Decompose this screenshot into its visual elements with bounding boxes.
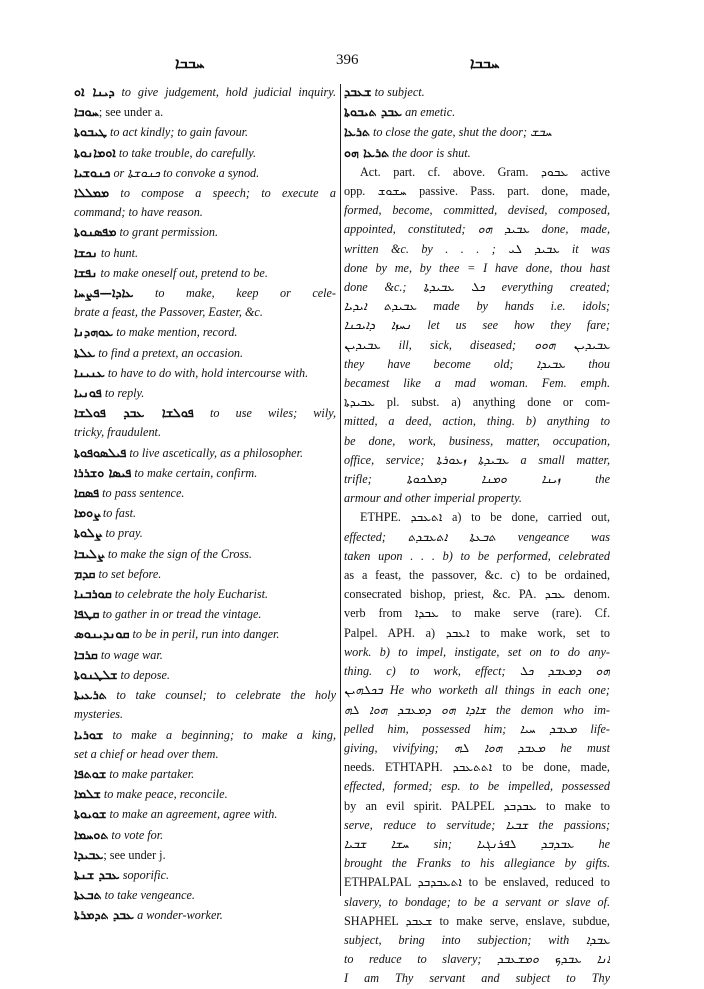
syriac-headword: ܩܕܡ xyxy=(74,565,96,581)
gloss-text: as a feast, the passover, &c. c) to be ordained, xyxy=(344,568,610,583)
gloss-text: to find a pretext, an occasion. xyxy=(95,345,244,360)
entry-line xyxy=(344,585,610,604)
entry-line xyxy=(74,343,336,363)
syriac-headword: ܥܐܕܐ—ܦܨܚܐ xyxy=(74,285,134,301)
gloss-text: ܥܒܝܕܝܢ ill, sick, diseased; ܥܒܝܕܝܢ ܗܘܘ xyxy=(344,337,610,352)
entry-line xyxy=(344,412,610,431)
gloss-text: to take counsel; to celebrate the holy xyxy=(106,688,336,703)
gloss-text: to make the sign of the Cross. xyxy=(104,546,252,561)
entry-line xyxy=(74,222,336,242)
entry-line xyxy=(74,403,336,423)
gloss-text: Palpel. APH. a) ܐܥܒܕ to make work, set to xyxy=(344,625,610,640)
syriac-headword: ܫܘܬܦܐ xyxy=(74,765,107,781)
gloss-text: to use wiles; wily, xyxy=(193,406,336,421)
entry-line xyxy=(344,662,610,681)
entry-line xyxy=(74,383,336,403)
entry-line xyxy=(344,566,610,585)
syriac-headword: ܥܠܬܐ xyxy=(74,344,96,360)
syriac-headword: ܡܦܣܢܘܬܐ xyxy=(74,224,117,240)
syriac-headword: ܬܒܥܬܐ xyxy=(74,887,102,903)
gloss-text: be done, work, business, matter, occupation, xyxy=(344,433,610,448)
entry-line xyxy=(344,701,610,720)
entry-line xyxy=(344,432,610,451)
entry-line xyxy=(344,82,610,102)
gloss-text: to grant permission. xyxy=(116,225,219,240)
entry-line xyxy=(74,303,336,322)
gloss-text: ETHPE. ܐܬܥܒܕ a) to be done, carried out, xyxy=(360,510,610,525)
entry-line xyxy=(344,931,610,950)
entry-line xyxy=(74,283,336,303)
entry-line xyxy=(74,263,336,283)
gloss-text: ܚܫܐ ܫܒܝܐ sin; ܥܒܕܒܕ ܠܦܪܢܓܝܐ he xyxy=(344,836,610,851)
gloss-text: to make, keep or cele- xyxy=(133,286,336,301)
syriac-headword: ܥܒܕ ܫܢܬܐ xyxy=(74,866,120,882)
entry-line xyxy=(74,584,336,604)
entry-line xyxy=(74,363,336,383)
syriac-headword: ܬܪܥܐ xyxy=(344,124,370,140)
entry-line xyxy=(74,163,336,183)
gloss-text: to pray. xyxy=(102,526,143,541)
gloss-text: giving, vivifying; ܡܥܒܕ ܗܘܐ ܠܗ he must xyxy=(344,740,610,755)
entry-line xyxy=(74,243,336,263)
header-right-word: ܚܒܒܐ xyxy=(470,54,500,72)
entry-line xyxy=(344,528,610,547)
syriac-headword: ܦܝܣܐ ܘܫܪܪܐ xyxy=(74,464,132,480)
entry-line xyxy=(74,784,336,804)
syriac-headword: ܥܘܗܕܢܐ xyxy=(74,324,114,340)
entry-line xyxy=(74,183,336,203)
gloss-text: office, service; ܥܒܝܕܬܐ ܙܥܘܪܬܐ a small matter, xyxy=(344,452,610,467)
entry-line xyxy=(344,720,610,739)
entry-line xyxy=(344,547,610,566)
entry-line xyxy=(344,201,610,220)
entry-line xyxy=(344,451,610,470)
syriac-headword: ܨܘܡܐ xyxy=(74,505,100,521)
gloss-text: serve, reduce to servitude; ܫܒܝܐ the passions; xyxy=(344,817,610,832)
entry-line xyxy=(344,259,610,278)
entry-line xyxy=(344,508,610,527)
column-divider xyxy=(340,84,341,896)
gloss-text: ܒܟܠܗܝܢ He who worketh all things in each one; xyxy=(344,683,610,698)
gloss-text: they have become old; ܥܒܝܕܐ thou xyxy=(344,356,610,371)
gloss-text: to celebrate the holy Eucharist. xyxy=(111,587,269,602)
gloss-text: ܢܚܙܐ ܕܐܝܟܢܐ let us see how they fare; xyxy=(344,318,610,333)
gloss-text: consecrated bishop, priest, &c. PA. ܥܒܕ denom. xyxy=(344,587,610,602)
gloss-text: the door is shut. xyxy=(389,145,471,160)
syriac-headword: ܥܒܕ ܬܝܒܘܬܐ xyxy=(344,104,403,120)
entry-line xyxy=(344,163,610,182)
gloss-text: to vote for. xyxy=(108,827,164,842)
gloss-text: taken upon . . . b) to be performed, celebrated xyxy=(344,548,610,563)
entry-line xyxy=(74,122,336,142)
gloss-text: to compose a speech; to execute a xyxy=(109,186,336,201)
gloss-text: an emetic. xyxy=(402,105,456,120)
entry-line xyxy=(74,745,336,764)
gloss-text: to make mention, record. xyxy=(113,325,238,340)
gloss-text: formed, become, committed, devised, composed, xyxy=(344,203,610,218)
gloss-text: to hunt. xyxy=(97,245,139,260)
entry-line xyxy=(344,393,610,412)
syriac-headword: ܫܠܡܐ xyxy=(74,786,101,802)
gloss-text: to set before. xyxy=(95,566,162,581)
entry-line xyxy=(344,297,610,316)
entry-line xyxy=(344,374,610,393)
entry-line xyxy=(344,912,610,931)
gloss-text: to act kindly; to gain favour. xyxy=(106,125,249,140)
entry-line xyxy=(344,643,610,662)
gloss-text: a wonder-worker. xyxy=(134,908,223,923)
syriac-headword: ܬܪܥܐ ܗܘ xyxy=(344,144,390,160)
entry-line xyxy=(74,845,336,865)
gloss-text: to reply. xyxy=(101,386,145,401)
entry-line xyxy=(344,489,610,508)
gloss-text: tricky, fraudulent. xyxy=(74,425,161,440)
syriac-headword: ܚܘܒܐ xyxy=(74,104,99,120)
page-number: 396 xyxy=(336,52,359,68)
syriac-headword: ܬܘܚܡܐ xyxy=(74,826,109,842)
gloss-text: brate a feast, the Passover, Easter, &c. xyxy=(74,305,263,320)
syriac-headword: ܫܘܪܝܐ xyxy=(74,726,104,742)
gloss-text: or ܟܢܘܫܬܐ to convoke a synod. xyxy=(110,165,260,180)
entry-line xyxy=(344,835,610,854)
gloss-text: ܥܒܝܕܬܐ pl. subst. a) anything done or com- xyxy=(344,395,610,410)
gloss-text: slavery, to bondage; to be a servant or slave of. xyxy=(344,894,610,909)
gloss-text: ; see under a. xyxy=(98,105,164,120)
entry-line xyxy=(74,503,336,523)
gloss-text: done &c.; ܟܠ ܥܒܝܕܬܐ everything created; xyxy=(344,280,610,295)
gloss-text: appointed, constituted; ܥܒܝܕ ܗܘ done, made, xyxy=(344,222,610,237)
entry-line xyxy=(344,143,610,163)
entry-line xyxy=(344,122,610,142)
header-left-word: ܚܒܒܐ xyxy=(175,54,205,72)
entry-line xyxy=(344,336,610,355)
gloss-text: pelled him, possessed him; ܡܥܒܕ ܚܝܐ life- xyxy=(344,721,610,736)
gloss-text: written &c. by . . . ; ܥܒܝܕ ܠܝ it was xyxy=(344,241,610,256)
syriac-headword: ܢܦܫܐ xyxy=(74,264,98,280)
gloss-text: to have to do with, hold intercourse with. xyxy=(104,365,309,380)
entry-line xyxy=(74,102,336,122)
gloss-text: done by me, by thee = I have done, thou hast xyxy=(344,260,610,275)
syriac-headword: ܟܢܘܫܝܐ xyxy=(74,164,111,180)
syriac-headword: ܦܘܠܫܐ ܥܒܕ ܦܘܠܫܐ xyxy=(74,405,194,421)
right-column xyxy=(344,82,610,989)
entry-line xyxy=(74,523,336,543)
syriac-headword: ܩܛܦܐ xyxy=(74,606,100,622)
left-column xyxy=(74,82,336,926)
entry-line xyxy=(344,797,610,816)
entry-line xyxy=(344,470,610,489)
entry-line xyxy=(74,564,336,584)
syriac-headword: ܩܘܪܒܢܐ xyxy=(74,586,112,602)
gloss-text: to gather in or tread the vintage. xyxy=(99,607,262,622)
gloss-text: ܥܒܝܕܬ ܐܝܕܝܐ made by hands i.e. idols; xyxy=(344,299,610,314)
gloss-text: ETHPALPAL ܐܬܥܒܕܒܕ to be enslaved, reduced to xyxy=(344,875,610,890)
entry-line xyxy=(74,685,336,705)
gloss-text: set a chief or head over them. xyxy=(74,746,219,761)
gloss-text: ; see under j. xyxy=(103,847,166,862)
entry-line xyxy=(74,865,336,885)
entry-line xyxy=(74,203,336,222)
entry-line xyxy=(344,240,610,259)
entry-line xyxy=(74,322,336,342)
entry-line xyxy=(74,463,336,483)
entry-line xyxy=(344,102,610,122)
gloss-text: effected, formed; esp. to be impelled, possessed xyxy=(344,779,610,794)
syriac-headword: ܩܘܢܕܝܢܘܣ xyxy=(74,626,130,642)
entry-line xyxy=(344,624,610,643)
entry-line xyxy=(74,885,336,905)
entry-line xyxy=(344,777,610,796)
gloss-text: work. b) to impel, instigate, set on to do any- xyxy=(344,644,610,659)
gloss-text: to take trouble, do carefully. xyxy=(115,145,257,160)
entry-line xyxy=(74,624,336,644)
gloss-text: I am Thy servant and subject to Thy xyxy=(344,971,610,986)
syriac-headword: ܩܪܒܐ xyxy=(74,646,98,662)
entry-line xyxy=(74,645,336,665)
gloss-text: to make partaker. xyxy=(106,766,195,781)
entry-line xyxy=(74,544,336,564)
entry-line xyxy=(344,873,610,892)
syriac-headword: ܐܘܡܐܢܘܬܐ xyxy=(74,144,116,160)
entry-line xyxy=(344,278,610,297)
gloss-text: by an evil spirit. PALPEL ܥܒܕܒܕ to make to xyxy=(344,798,610,813)
gloss-text: to live ascetically, as a philosopher. xyxy=(126,445,304,460)
gloss-text: to fast. xyxy=(99,506,137,521)
entry-line xyxy=(74,804,336,824)
gloss-text: verb from ܥܒܕܐ to make serve (rare). Cf. xyxy=(344,606,610,621)
syriac-headword: ܛܝܒܘܬܐ xyxy=(74,124,107,140)
gloss-text: to wage war. xyxy=(97,647,163,662)
entry-line xyxy=(74,725,336,745)
gloss-text: becamest like a mad woman. Fem. emph. xyxy=(344,376,610,391)
gloss-text: to make peace, reconcile. xyxy=(100,787,228,802)
entry-line xyxy=(344,816,610,835)
syriac-headword: ܫܠܛܢܘܬܐ xyxy=(74,666,118,682)
syriac-headword: ܫܘܝܘܬܐ xyxy=(74,806,107,822)
syriac-headword: ܨܠܘܬܐ xyxy=(74,525,103,541)
gloss-text: needs. ETHTAPH. ܐܬܬܥܒܕ to be done, made, xyxy=(344,760,610,775)
syriac-headword: ܦܣܩܐ xyxy=(74,485,100,501)
gloss-text: effected; ܬܒܥܬܐ ܐܬܥܒܕܬ vengeance was xyxy=(344,529,610,544)
entry-line xyxy=(74,604,336,624)
entry-line xyxy=(344,316,610,335)
entry-line xyxy=(344,758,610,777)
entry-line xyxy=(74,705,336,724)
gloss-text: Act. part. cf. above. Gram. ܥܒܘܕ active xyxy=(360,164,610,179)
entry-line xyxy=(74,143,336,163)
entry-line xyxy=(74,82,336,102)
gloss-text: command; to have reason. xyxy=(74,205,203,220)
syriac-headword: ܥܒܕ ܬܕܡܪܬܐ xyxy=(74,907,135,923)
gloss-text: mysteries. xyxy=(74,707,124,722)
entry-line xyxy=(344,854,610,873)
syriac-headword: ܫܥܒܕ xyxy=(344,84,372,99)
entry-line xyxy=(344,681,610,700)
gloss-text: to make certain, confirm. xyxy=(131,465,258,480)
entry-line xyxy=(344,969,610,988)
entry-line xyxy=(344,220,610,239)
entry-line xyxy=(74,905,336,925)
gloss-text: subject, bring into subjection; with ܥܒܕܐ xyxy=(344,932,610,947)
gloss-text: opp. ܚܫܘܫ passive. Pass. part. done, made, xyxy=(344,184,610,199)
gloss-text: to close the gate, shut the door; ܚܒܫ xyxy=(369,125,552,140)
gloss-text: SHAPHEL ܫܥܒܕ to make serve, enslave, subdue, xyxy=(344,913,610,928)
gloss-text: thing. c) to work, effect; ܗܘ ܕܡܥܒܕ ܟܠ xyxy=(344,664,610,679)
gloss-text: armour and other imperial property. xyxy=(344,491,522,506)
entry-line xyxy=(344,893,610,912)
syriac-headword: ܡܡܠܠܐ xyxy=(74,185,110,201)
syriac-headword: ܦܘܢܝܐ xyxy=(74,385,102,401)
entry-line xyxy=(344,950,610,969)
gloss-text: to take vengeance. xyxy=(101,888,195,903)
entry-line xyxy=(344,604,610,623)
gloss-text: to reduce to slavery; ܐܢܐ ܥܒܕܟ ܘܡܫܥܒܕ xyxy=(344,952,610,967)
gloss-text: mitted, a deed, action, thing. b) anything to xyxy=(344,414,610,429)
gloss-text: to make oneself out, pretend to be. xyxy=(97,265,268,280)
syriac-headword: ܥܢܝܢܐ xyxy=(74,364,105,380)
gloss-text: brought the Franks to his allegiance by gifts. xyxy=(344,856,610,871)
syriac-headword: ܦܝܠܣܘܦܘܬܐ xyxy=(74,444,127,460)
entry-line xyxy=(74,443,336,463)
entry-line xyxy=(344,182,610,201)
entry-line xyxy=(344,739,610,758)
gloss-text: trifle; ܙܝܢܐ ܘܡܢܐ ܕܡܠܟܘܬܐ the xyxy=(344,472,610,487)
syriac-headword: ܨܠܝܒܐ xyxy=(74,545,105,561)
gloss-text: to pass sentence. xyxy=(99,486,185,501)
gloss-text: to depose. xyxy=(117,667,170,682)
entry-line xyxy=(344,355,610,374)
gloss-text: to subject. xyxy=(371,85,425,99)
gloss-text: soporific. xyxy=(119,867,170,882)
syriac-headword: ܢܟܫܐ xyxy=(74,244,98,260)
gloss-text: to be in peril, run into danger. xyxy=(129,627,280,642)
entry-line xyxy=(74,764,336,784)
entry-line xyxy=(74,825,336,845)
gloss-text: to give judgement, hold judicial inquiry. xyxy=(114,85,336,99)
running-header xyxy=(0,50,704,74)
entry-line xyxy=(74,423,336,442)
gloss-text: to make a beginning; to make a king, xyxy=(103,727,336,742)
entry-line xyxy=(74,483,336,503)
gloss-text: to make an agreement, agree with. xyxy=(106,807,278,822)
gloss-text: ܫܐܕܐ ܗܘ ܕܡܥܒܕ ܗܘܐ ܠܗ the demon who im- xyxy=(344,702,610,717)
syriac-headword: ܕܝܢܐ ܐܘ xyxy=(74,84,115,99)
syriac-headword: ܥܒܝܕܐ xyxy=(74,846,104,862)
syriac-headword: ܬܪܥܝܬܐ xyxy=(74,687,107,703)
entry-line xyxy=(74,665,336,685)
